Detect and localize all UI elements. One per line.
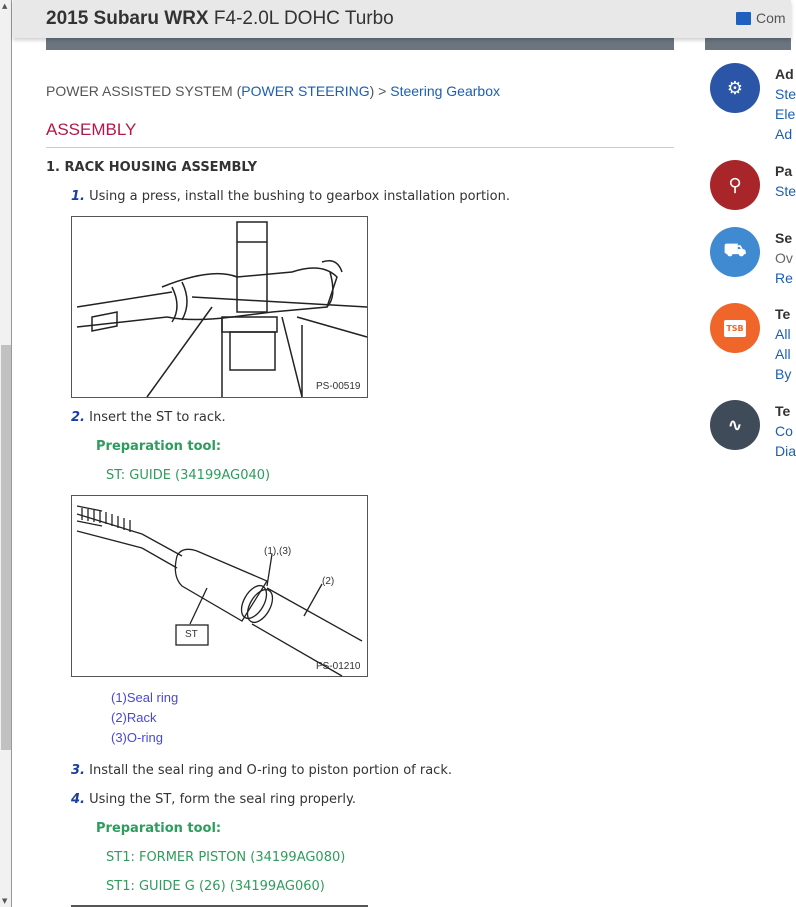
step-text: Install the seal ring and O-ring to piston portion of rack. [89, 763, 452, 778]
related-link[interactable]: Co [775, 423, 793, 439]
related-link[interactable]: By [775, 366, 792, 382]
vehicle-title [46, 8, 394, 30]
breadcrumb-power-steering[interactable]: POWER STEERING [241, 83, 370, 99]
related-link[interactable]: All [775, 326, 791, 342]
prep-tool-item: ST1: FORMER PISTON (34199AG080) [106, 850, 346, 865]
page-header [13, 0, 791, 38]
oscilloscope-icon: ∿ [710, 400, 760, 450]
prep-tool-item: ST: GUIDE (34199AG040) [106, 468, 271, 483]
breadcrumb-prefix: POWER ASSISTED SYSTEM ( [46, 83, 242, 99]
related-link[interactable]: Ad [775, 126, 793, 142]
related-link: Ov [775, 250, 793, 266]
legend-item: (2)Rack [111, 710, 157, 725]
legend-item: (3)O-ring [111, 730, 164, 745]
tsb-icon: TSB [710, 303, 760, 353]
scroll-up-arrow-icon[interactable]: ▲ [2, 2, 8, 10]
figure-code: PS-00519 [316, 381, 361, 392]
divider [46, 147, 674, 148]
parts-icon: ⚲ [710, 160, 760, 210]
figure-code: PS-01210 [316, 661, 361, 672]
step-number: 4. [71, 792, 85, 807]
related-item [775, 228, 793, 288]
step-4 [71, 792, 356, 807]
related-item [775, 64, 796, 144]
related-title: Se [775, 230, 793, 246]
prep-tool-label: Preparation tool: [96, 821, 222, 836]
scroll-down-arrow-icon[interactable]: ▼ [2, 897, 8, 905]
related-item [775, 161, 796, 201]
related-title: Pa [775, 163, 793, 179]
related-link[interactable]: Re [775, 270, 793, 286]
related-link[interactable]: Dia [775, 443, 796, 459]
step-3 [71, 763, 452, 778]
bushing-press-illustration [72, 217, 367, 397]
comments-label: Com [756, 10, 786, 26]
figure-bushing-press [71, 216, 368, 398]
breadcrumb [46, 83, 500, 99]
vehicle-name: 2015 Subaru WRX [46, 8, 209, 29]
prep-tool-label: Preparation tool: [96, 439, 222, 454]
related-link[interactable]: Ste [775, 86, 796, 102]
step-1 [71, 189, 510, 204]
comments-button[interactable] [736, 10, 786, 26]
figure-insert-st [71, 495, 368, 677]
callout-2: (2) [322, 576, 335, 587]
related-link[interactable]: All [775, 346, 791, 362]
related-link[interactable]: Ste [775, 183, 796, 199]
section-title: ASSEMBLY [46, 120, 137, 139]
vehicle-lift-icon: ⛟ [710, 227, 760, 277]
comment-icon [736, 12, 751, 25]
related-title: Ad [775, 66, 794, 82]
gear-arrow-icon: ⚙ [710, 63, 760, 113]
engine-spec: F4-2.0L DOHC Turbo [213, 8, 394, 29]
step-number: 2. [71, 410, 85, 425]
step-text: Using a press, install the bushing to gearbox installation portion. [89, 189, 510, 204]
related-item [775, 401, 796, 461]
related-title: Te [775, 306, 791, 322]
related-link[interactable]: Ele [775, 106, 796, 122]
step-text: Insert the ST to rack. [89, 410, 226, 425]
scrollbar[interactable] [0, 0, 12, 907]
legend-item: (1)Seal ring [111, 690, 179, 705]
step-text: Using the ST, form the seal ring properly. [89, 792, 356, 807]
step-number: 1. [71, 189, 85, 204]
callout-1-3: (1),(3) [264, 546, 292, 557]
step-2 [71, 410, 226, 425]
related-title: Te [775, 403, 791, 419]
prep-tool-item: ST1: GUIDE G (26) (34199AG060) [106, 879, 325, 894]
breadcrumb-steering-gearbox[interactable]: Steering Gearbox [390, 83, 500, 99]
scrollbar-thumb[interactable] [1, 345, 11, 750]
callout-st: ST [185, 629, 198, 640]
breadcrumb-sep: ) > [369, 83, 387, 99]
procedure-heading: 1. RACK HOUSING ASSEMBLY [46, 160, 258, 175]
step-number: 3. [71, 763, 85, 778]
related-item [775, 304, 791, 384]
